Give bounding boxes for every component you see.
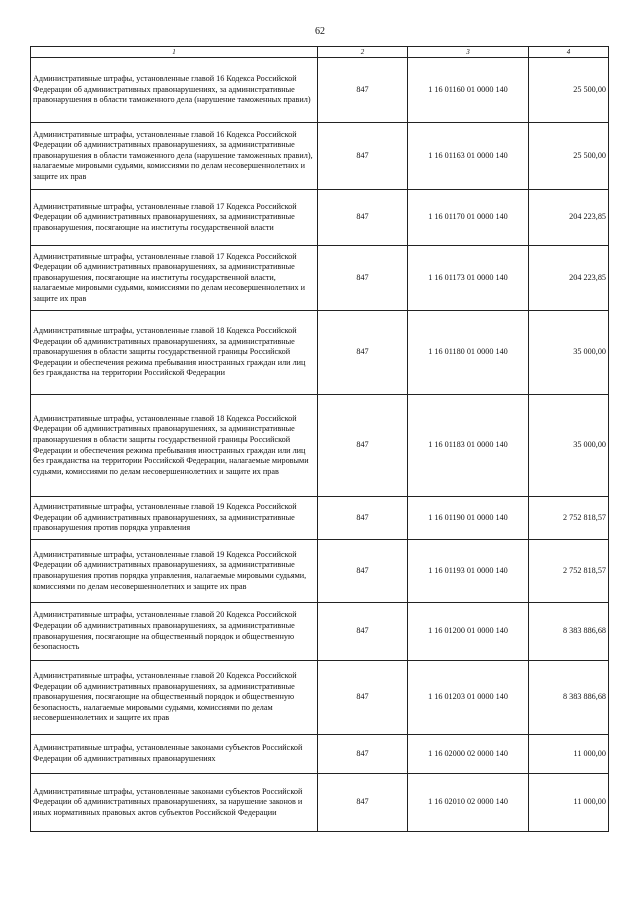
header-column-4: 4 — [529, 47, 609, 58]
table-row — [31, 603, 609, 661]
revenue-name: Административные штрафы, установленные главой 16 Кодекса Российской Федерации об административных правонарушениях, за административные правонарушения в области таможенного дела (нарушение таможенных правил) — [31, 58, 318, 123]
amount: 2 752 818,57 — [529, 540, 609, 603]
table-row — [31, 58, 609, 123]
administrator-code: 847 — [318, 603, 408, 661]
revenue-name: Административные штрафы, установленные главой 16 Кодекса Российской Федерации об административных правонарушениях, за административные правонарушения в области таможенного дела (нарушение таможенных правил), налагаемые мировыми судьями, комиссиями по делам несовершеннолетних и защите их прав — [31, 123, 318, 190]
header-row — [31, 47, 609, 58]
header-column-1: 1 — [31, 47, 318, 58]
table-row — [31, 123, 609, 190]
page-number: 62 — [315, 26, 325, 37]
administrator-code: 847 — [318, 58, 408, 123]
revenue-name: Административные штрафы, установленные главой 20 Кодекса Российской Федерации об административных правонарушениях, за административные правонарушения, посягающие на общественный порядок и общественную безопасность, налагаемые мировыми судьями, комиссиями по делам несовершеннолетних и защите их прав — [31, 661, 318, 735]
header-column-2: 2 — [318, 47, 408, 58]
amount: 8 383 886,68 — [529, 661, 609, 735]
table-header — [31, 47, 609, 58]
administrator-code: 847 — [318, 661, 408, 735]
amount: 25 500,00 — [529, 58, 609, 123]
budget-classification-code: 1 16 01203 01 0000 140 — [408, 661, 529, 735]
administrator-code: 847 — [318, 540, 408, 603]
budget-classification-code: 1 16 01173 01 0000 140 — [408, 246, 529, 311]
table-body — [31, 58, 609, 832]
amount: 8 383 886,68 — [529, 603, 609, 661]
budget-classification-code: 1 16 01180 01 0000 140 — [408, 311, 529, 395]
amount: 204 223,85 — [529, 246, 609, 311]
amount: 204 223,85 — [529, 190, 609, 246]
budget-classification-code: 1 16 01160 01 0000 140 — [408, 58, 529, 123]
amount: 35 000,00 — [529, 311, 609, 395]
revenue-name: Административные штрафы, установленные главой 19 Кодекса Российской Федерации об административных правонарушениях, за административные правонарушения против порядка управления — [31, 497, 318, 540]
budget-classification-code: 1 16 02000 02 0000 140 — [408, 735, 529, 774]
administrator-code: 847 — [318, 123, 408, 190]
budget-classification-code: 1 16 01183 01 0000 140 — [408, 395, 529, 497]
revenue-name: Административные штрафы, установленные главой 19 Кодекса Российской Федерации об административных правонарушениях, за административные правонарушения против порядка управления, налагаемые мировыми судьями, комиссиями по делам несовершеннолетних и защите их прав — [31, 540, 318, 603]
revenue-name: Административные штрафы, установленные главой 18 Кодекса Российской Федерации об административных правонарушениях, за административные правонарушения в области защиты государственной границы Российской Федерации и обеспечения режима пребывания иностранных граждан или лиц без гражданства на территории Российской Федерации, налагаемые мировыми судьями, комиссиями по делам несовершеннолетних и защите их прав — [31, 395, 318, 497]
table-row — [31, 190, 609, 246]
header-column-3: 3 — [408, 47, 529, 58]
revenue-table — [30, 46, 609, 832]
amount: 25 500,00 — [529, 123, 609, 190]
budget-classification-code: 1 16 01190 01 0000 140 — [408, 497, 529, 540]
budget-classification-code: 1 16 01200 01 0000 140 — [408, 603, 529, 661]
table-row — [31, 661, 609, 735]
administrator-code: 847 — [318, 735, 408, 774]
revenue-name: Административные штрафы, установленные законами субъектов Российской Федерации об административных правонарушениях — [31, 735, 318, 774]
budget-classification-code: 1 16 01193 01 0000 140 — [408, 540, 529, 603]
amount: 2 752 818,57 — [529, 497, 609, 540]
revenue-name: Административные штрафы, установленные главой 18 Кодекса Российской Федерации об административных правонарушениях, за административные правонарушения в области защиты государственной границы Российской Федерации и обеспечения режима пребывания иностранных граждан или лиц без гражданства на территории Российской Федерации — [31, 311, 318, 395]
table-row — [31, 246, 609, 311]
table-row — [31, 540, 609, 603]
revenue-name: Административные штрафы, установленные главой 17 Кодекса Российской Федерации об административных правонарушениях, за административные правонарушения, посягающие на институты государственной власти, налагаемые мировыми судьями, комиссиями по делам несовершеннолетних и защите их прав — [31, 246, 318, 311]
administrator-code: 847 — [318, 190, 408, 246]
table-row — [31, 497, 609, 540]
budget-classification-code: 1 16 01163 01 0000 140 — [408, 123, 529, 190]
revenue-name: Административные штрафы, установленные главой 17 Кодекса Российской Федерации об административных правонарушениях, за административные правонарушения, посягающие на институты государственной власти — [31, 190, 318, 246]
administrator-code: 847 — [318, 395, 408, 497]
administrator-code: 847 — [318, 246, 408, 311]
table-row — [31, 735, 609, 774]
amount: 35 000,00 — [529, 395, 609, 497]
table-row — [31, 311, 609, 395]
amount: 11 000,00 — [529, 774, 609, 832]
revenue-name: Административные штрафы, установленные главой 20 Кодекса Российской Федерации об административных правонарушениях, за административные правонарушения, посягающие на общественный порядок и общественную безопасность — [31, 603, 318, 661]
budget-classification-code: 1 16 01170 01 0000 140 — [408, 190, 529, 246]
table-row — [31, 395, 609, 497]
administrator-code: 847 — [318, 311, 408, 395]
budget-classification-code: 1 16 02010 02 0000 140 — [408, 774, 529, 832]
revenue-name: Административные штрафы, установленные законами субъектов Российской Федерации об административных правонарушениях, за нарушение законов и иных нормативных правовых актов субъектов Российской Федерации — [31, 774, 318, 832]
administrator-code: 847 — [318, 774, 408, 832]
table-row — [31, 774, 609, 832]
administrator-code: 847 — [318, 497, 408, 540]
amount: 11 000,00 — [529, 735, 609, 774]
